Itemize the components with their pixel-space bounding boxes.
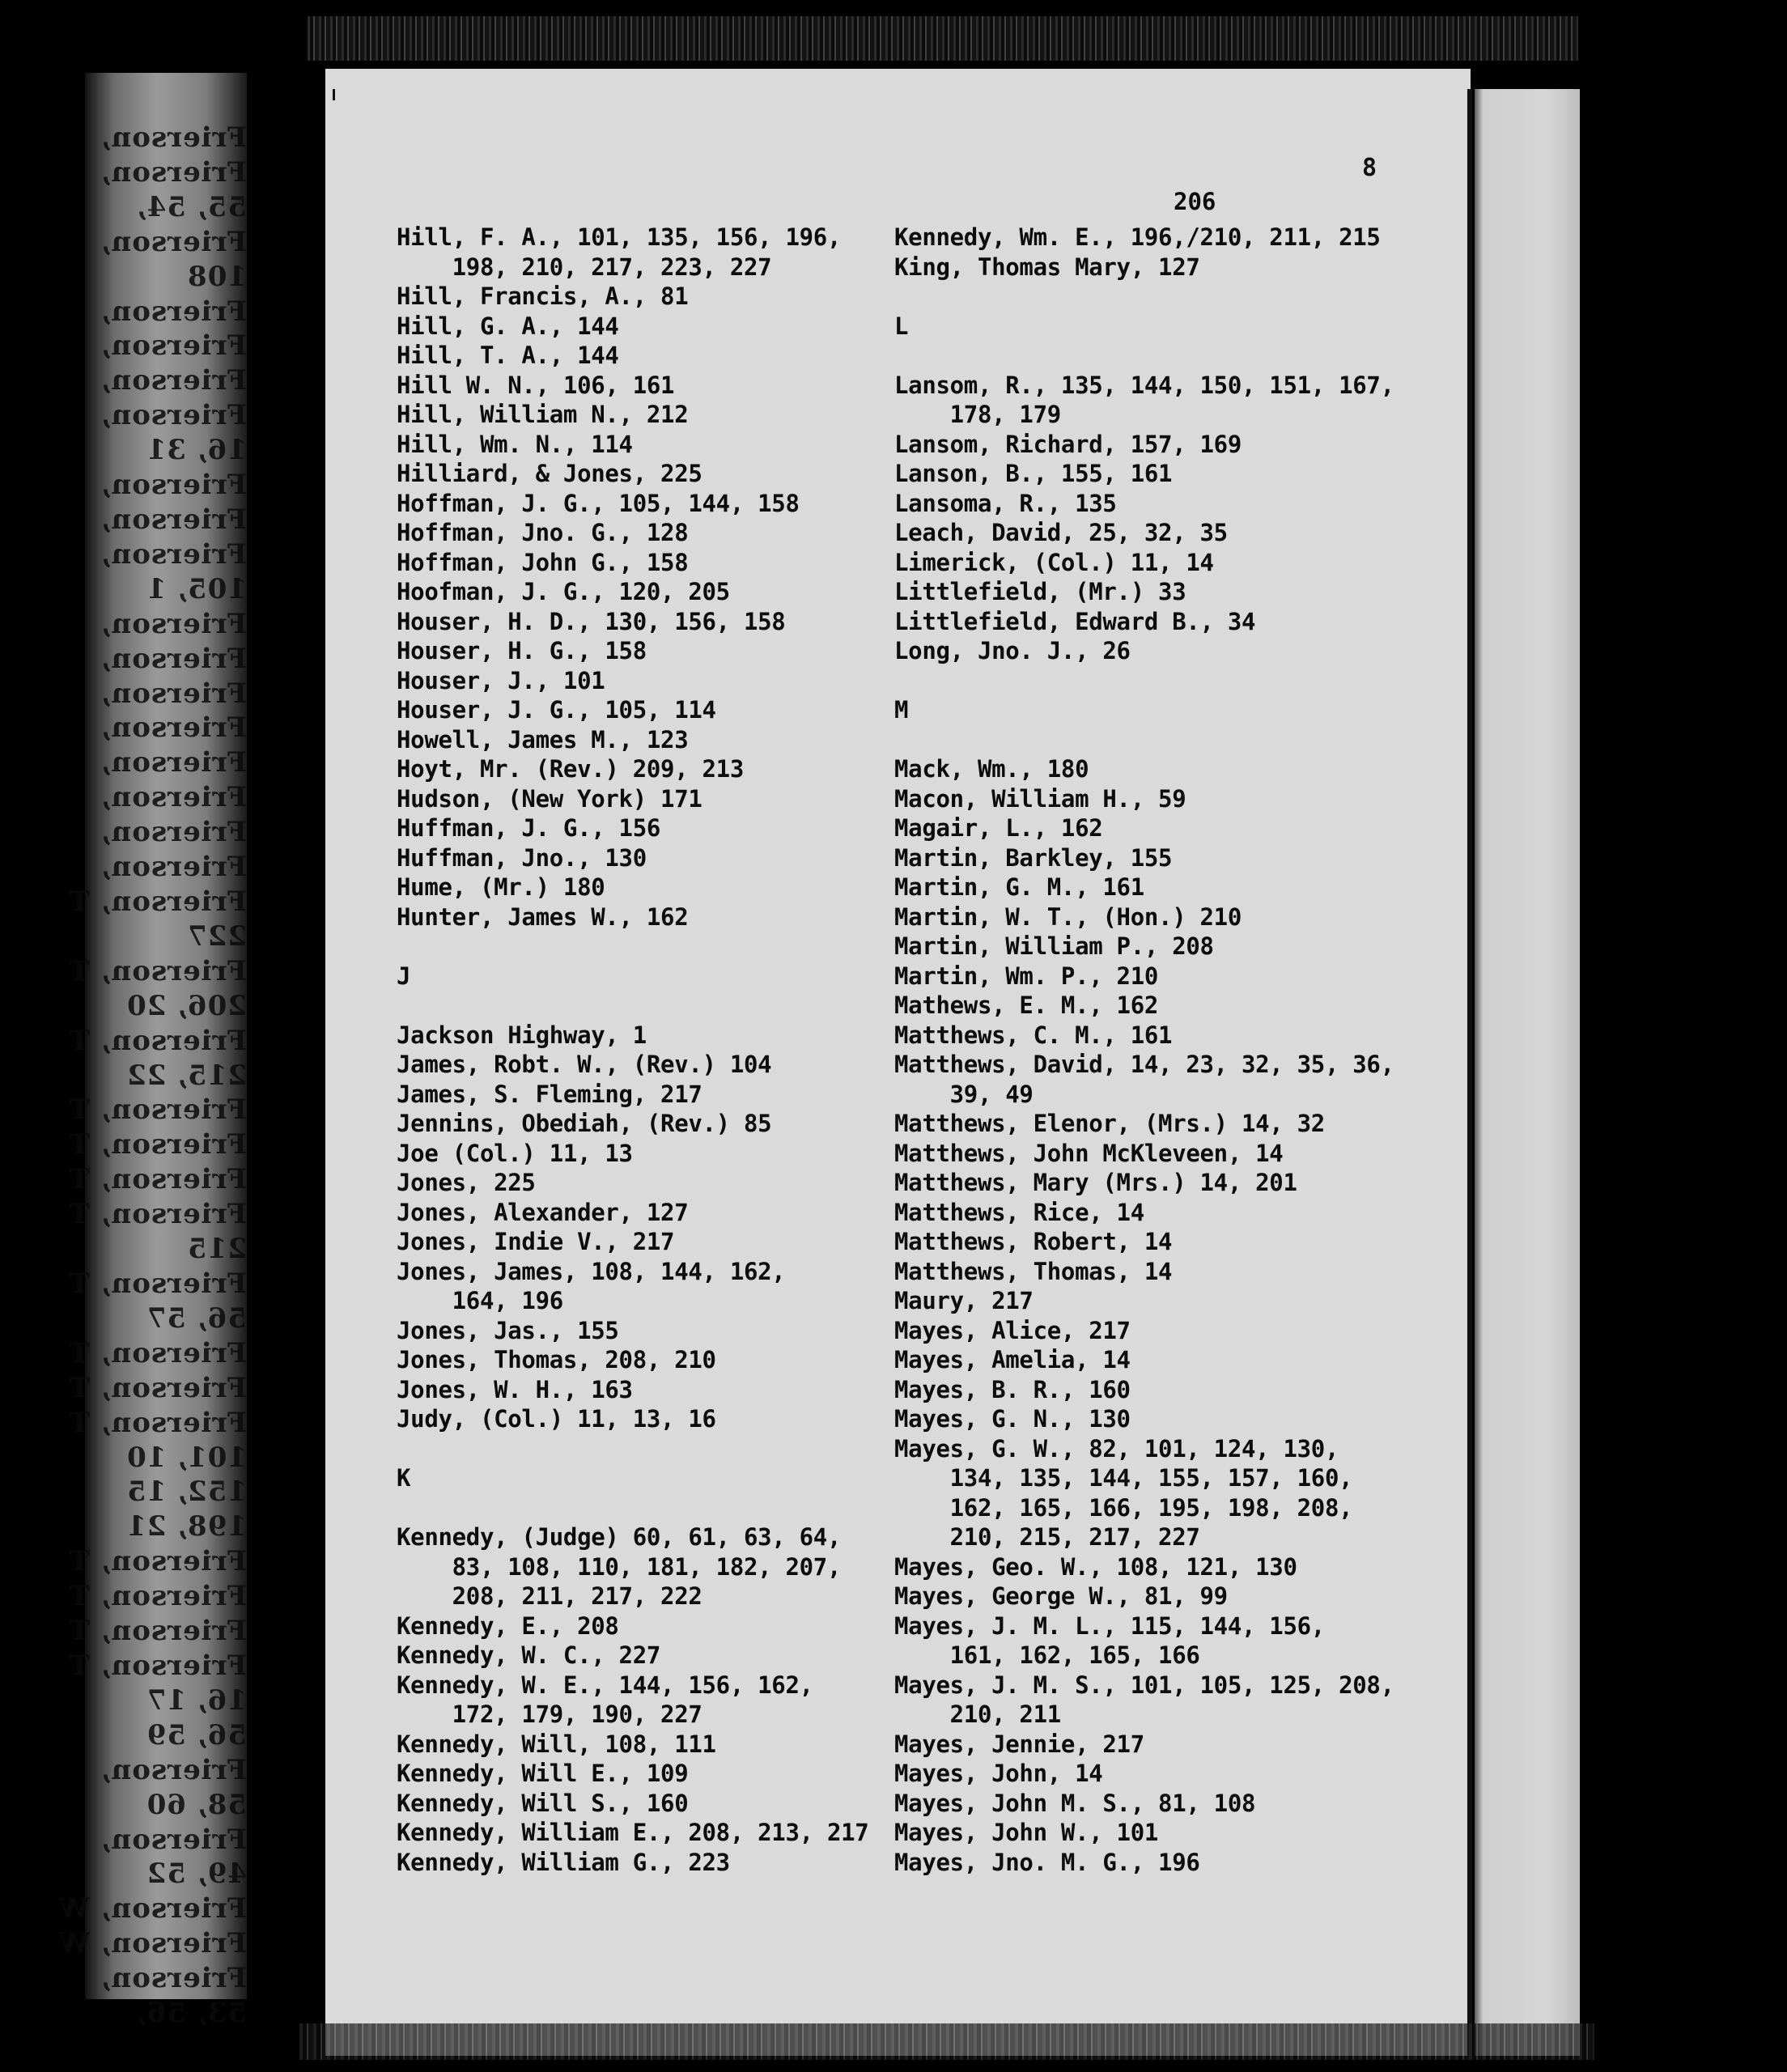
index-entry: Limerick, (Col.) 11, 14 <box>894 548 1214 576</box>
index-entry: Hilliard, & Jones, 225 <box>397 460 702 487</box>
index-entry: Hunter, James W., 162 <box>397 902 689 931</box>
index-entry: Kennedy, Will E., 109 <box>397 1760 689 1787</box>
index-entry: Matthews, C. M., 161 <box>894 1021 1173 1049</box>
bleed-through-text: 55, 54, <box>135 190 247 223</box>
bleed-through-text: Frierson, <box>100 1823 247 1856</box>
bleed-through-text: Frierson, <box>100 399 247 432</box>
index-entry: Mayes, George W., 81, 99 <box>894 1582 1228 1610</box>
index-entry: 172, 179, 190, 227 <box>397 1700 702 1728</box>
index-entry: Lansom, Richard, 157, 169 <box>894 430 1242 458</box>
index-entry: Kennedy, Wm. E., 196,/210, 211, 215 <box>894 223 1381 251</box>
section-letter: L <box>894 312 909 340</box>
bleed-through-text: 101, 10 <box>126 1441 247 1474</box>
index-entry: Jones, Alexander, 127 <box>397 1198 689 1226</box>
bleed-through-text: Frierson, T <box>68 1650 247 1682</box>
index-entry: Hill, F. A., 101, 135, 156, 196, <box>397 223 842 251</box>
index-entry: Martin, G. M., 161 <box>894 873 1144 901</box>
scan-bottom-edge <box>299 2023 1594 2060</box>
index-entry: Hill, William N., 212 <box>397 401 689 428</box>
index-entry: 164, 196 <box>397 1287 563 1314</box>
bleed-through-text: 16, 31 <box>146 434 247 467</box>
bleed-through-text: 227 <box>187 919 247 953</box>
bleed-through-text: Frierson, T <box>68 1371 247 1404</box>
index-entry: Mayes, John M. S., 81, 108 <box>894 1789 1256 1817</box>
index-entry: Mayes, Alice, 217 <box>894 1316 1131 1344</box>
blank-line <box>894 341 1412 371</box>
bleed-through-text: Frierson, <box>100 607 247 640</box>
blank-line <box>894 666 1412 696</box>
bleed-through-text: 198, 21 <box>126 1510 247 1543</box>
bleed-through-text: Frierson, <box>100 469 247 502</box>
index-entry: Kennedy, Will S., 160 <box>397 1789 689 1817</box>
bleed-through-text: Frierson, <box>100 677 247 710</box>
index-entry: Hill, T. A., 144 <box>397 342 619 369</box>
index-entry: 39, 49 <box>894 1080 1034 1108</box>
index-entry: Joe (Col.) 11, 13 <box>397 1139 633 1167</box>
blank-line <box>397 932 882 962</box>
index-entry: Lansoma, R., 135 <box>894 489 1117 517</box>
bleed-through-text: 206, 20 <box>126 989 247 1022</box>
index-entry: Jones, Jas., 155 <box>397 1316 619 1344</box>
index-entry: Matthews, Robert, 14 <box>894 1228 1173 1255</box>
index-entry: Mayes, Jennie, 217 <box>894 1730 1144 1758</box>
bleed-through-text: Frierson, T <box>68 885 247 918</box>
blank-line <box>397 1493 882 1523</box>
index-entry: Jackson Highway, 1 <box>397 1021 647 1049</box>
index-entry: Matthews, Thomas, 14 <box>894 1257 1173 1285</box>
bleed-through-text: Frierson, T <box>68 1198 247 1231</box>
bleed-through-text: Frierson, W <box>57 1892 247 1926</box>
index-entry: Matthews, Mary (Mrs.) 14, 201 <box>894 1169 1297 1196</box>
next-page-strip <box>1475 89 1580 2056</box>
bleed-through-text: Frierson, <box>100 746 247 779</box>
index-entry: Magair, L., 162 <box>894 814 1103 842</box>
bleed-through-text: Frierson, <box>100 781 247 814</box>
bleed-through-text: Frierson, <box>100 329 247 363</box>
index-entry: Martin, Barkley, 155 <box>894 843 1173 872</box>
index-entry: Houser, H. D., 130, 156, 158 <box>397 607 786 635</box>
section-letter: J <box>397 962 411 990</box>
bleed-through-text: Frierson, W <box>57 1927 247 1960</box>
blank-line <box>397 1434 882 1464</box>
index-entry: Littlefield, Edward B., 34 <box>894 607 1256 635</box>
index-entry: 134, 135, 144, 155, 157, 160, <box>894 1464 1353 1492</box>
index-entry: Jones, James, 108, 144, 162, <box>397 1257 786 1285</box>
index-entry: Kennedy, Will, 108, 111 <box>397 1730 716 1758</box>
index-entry: Hoofman, J. G., 120, 205 <box>397 578 730 605</box>
index-entry: Mayes, G. N., 130 <box>894 1405 1131 1433</box>
bleed-through-strip <box>57 73 247 2030</box>
index-entry: Kennedy, W. C., 227 <box>397 1641 661 1669</box>
index-entry: Lansom, R., 135, 144, 150, 151, 167, <box>894 371 1394 399</box>
bleed-through-text: Frierson, T <box>68 1128 247 1161</box>
bleed-through-text: Frierson, <box>100 225 247 258</box>
index-entry: Judy, (Col.) 11, 13, 16 <box>397 1405 716 1433</box>
index-entry: Hoffman, J. G., 105, 144, 158 <box>397 489 800 517</box>
bleed-through-text: 152, 15 <box>126 1475 247 1509</box>
blank-line <box>894 282 1412 312</box>
index-entry: James, Robt. W., (Rev.) 104 <box>397 1051 772 1078</box>
bleed-through-text: Frierson, T <box>68 1545 247 1578</box>
index-entry: 162, 165, 166, 195, 198, 208, <box>894 1493 1353 1522</box>
index-entry: Mayes, J. M. L., 115, 144, 156, <box>894 1611 1325 1640</box>
index-entry: Huffman, Jno., 130 <box>397 843 647 872</box>
bleed-through-text: Frierson, T <box>68 1615 247 1648</box>
index-entry: Mayes, G. W., 82, 101, 124, 130, <box>894 1434 1339 1463</box>
index-entry: Houser, H. G., 158 <box>397 637 647 664</box>
bleed-through-text: Frierson, T <box>68 1163 247 1196</box>
index-entry: Mayes, John, 14 <box>894 1760 1103 1787</box>
index-entry: Jones, W. H., 163 <box>397 1375 633 1403</box>
index-entry: Houser, J., 101 <box>397 666 605 694</box>
page-mark <box>333 89 335 100</box>
section-letter: K <box>397 1464 411 1492</box>
bleed-through-text: 56, 57 <box>146 1301 247 1335</box>
page-edge-line <box>1467 89 1472 2056</box>
bleed-through-text: 56, 59 <box>146 1718 247 1751</box>
index-entry: Leach, David, 25, 32, 35 <box>894 519 1228 546</box>
index-entry: Mayes, John W., 101 <box>894 1819 1159 1846</box>
bleed-through-text: 108 <box>187 260 247 293</box>
index-entry: Martin, William P., 208 <box>894 932 1214 960</box>
index-entry: Jones, 225 <box>397 1169 536 1196</box>
index-entry: Mayes, Amelia, 14 <box>894 1346 1131 1374</box>
index-entry: Kennedy, E., 208 <box>397 1611 619 1640</box>
index-entry: 83, 108, 110, 181, 182, 207, <box>397 1552 842 1581</box>
index-entry: 208, 211, 217, 222 <box>397 1582 702 1610</box>
bleed-through-text: Frierson, <box>100 642 247 675</box>
bleed-through-text: Frierson, <box>100 537 247 571</box>
index-entry: Kennedy, William E., 208, 213, 217 <box>397 1819 869 1846</box>
index-entry: Mathews, E. M., 162 <box>894 991 1159 1019</box>
bleed-through-text: Frierson, <box>100 851 247 884</box>
index-entry: Hoyt, Mr. (Rev.) 209, 213 <box>397 755 744 783</box>
index-entry: Jones, Indie V., 217 <box>397 1228 675 1255</box>
bleed-through-text: 58, 60 <box>146 1788 247 1821</box>
handwritten-insert-note: 206 <box>1174 188 1216 215</box>
index-entry: 210, 215, 217, 227 <box>894 1523 1200 1551</box>
bleed-through-text: Frierson, <box>100 295 247 328</box>
bleed-through-text: 53, 56, <box>135 1997 247 2030</box>
index-entry: Matthews, David, 14, 23, 32, 35, 36, <box>894 1051 1394 1078</box>
bleed-through-text: Frierson, <box>100 1962 247 1995</box>
bleed-through-text: Frierson, T <box>68 1580 247 1613</box>
bleed-through-text: Frierson, <box>100 121 247 154</box>
index-entry: Hudson, (New York) 171 <box>397 784 702 813</box>
bleed-through-text: Frierson, <box>100 1753 247 1786</box>
index-entry: Hill W. N., 106, 161 <box>397 371 675 399</box>
bleed-through-text: Frierson, <box>100 816 247 849</box>
bleed-through-text: Frierson, <box>100 364 247 397</box>
index-entry: Lanson, B., 155, 161 <box>894 460 1173 487</box>
bleed-through-text: 49, 52 <box>146 1858 247 1891</box>
index-entry: Hume, (Mr.) 180 <box>397 873 605 901</box>
bleed-through-text: Frierson, T <box>68 954 247 987</box>
bleed-through-text: Frierson, <box>100 155 247 189</box>
blank-line <box>894 725 1412 755</box>
index-entry: Houser, J. G., 105, 114 <box>397 696 716 724</box>
section-letter: M <box>894 696 909 724</box>
index-entry: Long, Jno. J., 26 <box>894 637 1131 664</box>
index-entry: Mayes, Jno. M. G., 196 <box>894 1848 1200 1876</box>
index-entry: Matthews, Rice, 14 <box>894 1198 1144 1226</box>
bleed-through-text: Frierson, <box>100 711 247 745</box>
bleed-through-text: Frierson, T <box>68 1093 247 1127</box>
bleed-through-text: 215, 22 <box>126 1059 247 1092</box>
bleed-through-text: Frierson, <box>100 503 247 536</box>
index-column-right <box>894 223 1412 1877</box>
bleed-through-text: 16, 17 <box>146 1684 247 1717</box>
index-entry: 161, 162, 165, 166 <box>894 1641 1200 1669</box>
index-entry: Littlefield, (Mr.) 33 <box>894 578 1186 605</box>
bleed-through-text: Frierson, T <box>68 1336 247 1369</box>
bleed-through-text: Frierson, T <box>68 1406 247 1439</box>
index-entry: 178, 179 <box>894 401 1061 428</box>
index-entry: Howell, James M., 123 <box>397 725 689 754</box>
index-entry: King, Thomas Mary, 127 <box>894 253 1200 281</box>
bleed-through-text: Frierson, T <box>68 1024 247 1057</box>
blank-line <box>397 991 882 1021</box>
index-entry: Mayes, J. M. S., 101, 105, 125, 208, <box>894 1671 1394 1699</box>
index-entry: Martin, Wm. P., 210 <box>894 962 1159 990</box>
index-entry: Kennedy, (Judge) 60, 61, 63, 64, <box>397 1523 842 1551</box>
index-entry: Hill, G. A., 144 <box>397 312 619 340</box>
index-entry: Maury, 217 <box>894 1287 1034 1314</box>
bleed-through-text: 215 <box>187 1233 247 1266</box>
scan-top-edge <box>308 16 1578 61</box>
index-entry: Kennedy, William G., 223 <box>397 1848 730 1876</box>
index-entry: Matthews, John McKleveen, 14 <box>894 1139 1284 1167</box>
index-entry: 210, 211 <box>894 1700 1061 1728</box>
index-entry: James, S. Fleming, 217 <box>397 1080 702 1108</box>
index-column-left <box>397 223 882 1877</box>
index-entry: Martin, W. T., (Hon.) 210 <box>894 902 1242 931</box>
index-entry: Kennedy, W. E., 144, 156, 162, <box>397 1671 813 1699</box>
index-entry: Hoffman, John G., 158 <box>397 548 689 576</box>
index-entry: Mayes, B. R., 160 <box>894 1375 1131 1403</box>
page-number: 8 <box>1362 154 1377 182</box>
index-entry: Jennins, Obediah, (Rev.) 85 <box>397 1110 772 1137</box>
index-entry: Matthews, Elenor, (Mrs.) 14, 32 <box>894 1110 1325 1137</box>
bleed-through-text: Frierson, T <box>68 1267 247 1300</box>
index-entry: Macon, William H., 59 <box>894 784 1186 813</box>
index-entry: Hoffman, Jno. G., 128 <box>397 519 689 546</box>
index-entry: Mayes, Geo. W., 108, 121, 130 <box>894 1552 1297 1581</box>
index-entry: 198, 210, 217, 223, 227 <box>397 253 772 281</box>
index-entry: Hill, Francis, A., 81 <box>397 282 689 310</box>
index-entry: Mack, Wm., 180 <box>894 755 1089 783</box>
bleed-through-text: 105, 1 <box>146 572 247 605</box>
index-entry: Huffman, J. G., 156 <box>397 814 661 842</box>
index-entry: Hill, Wm. N., 114 <box>397 430 633 458</box>
index-entry: Jones, Thomas, 208, 210 <box>397 1346 716 1374</box>
